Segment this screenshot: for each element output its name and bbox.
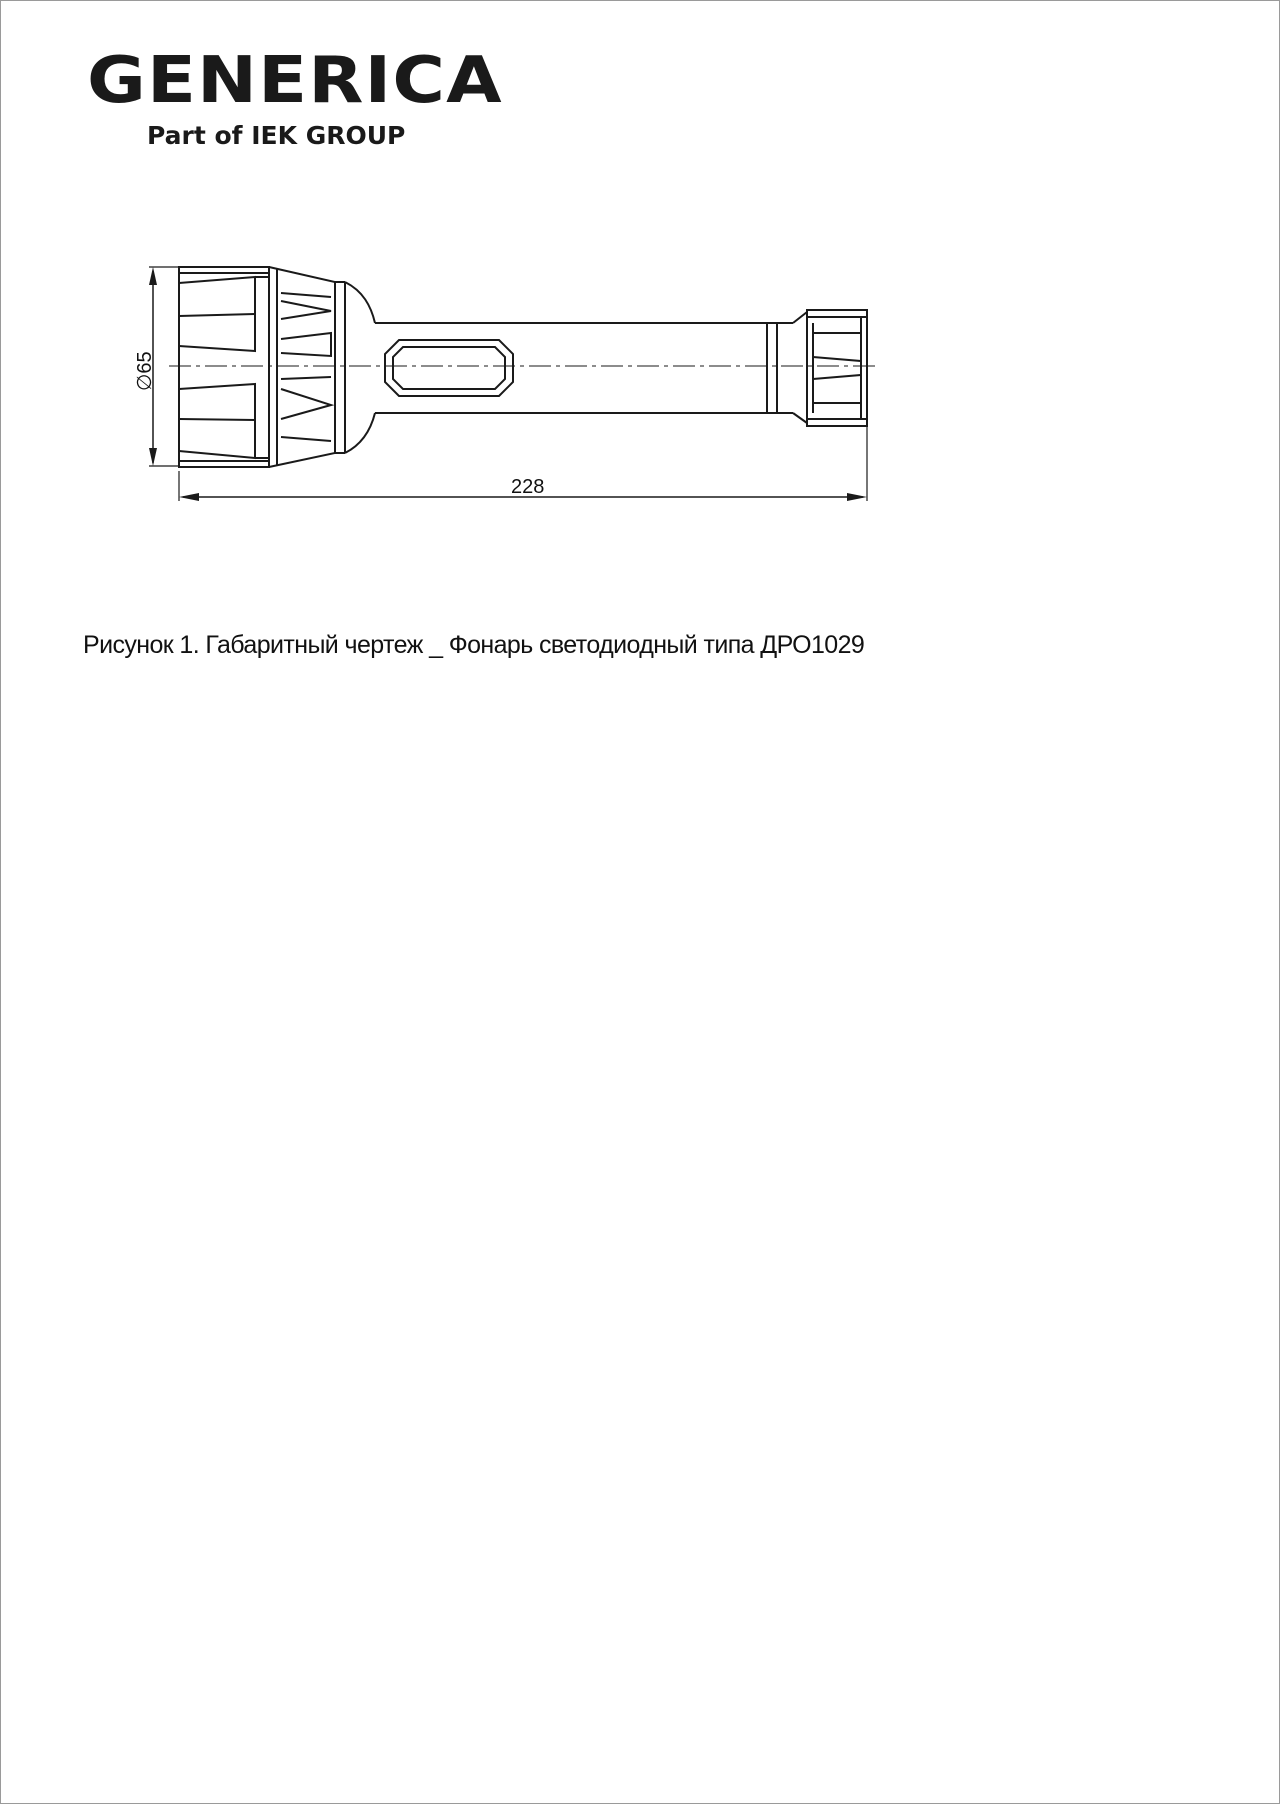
arrow-bottom — [149, 448, 157, 466]
head-neck — [345, 282, 375, 453]
switch-window — [385, 340, 513, 396]
flashlight-handle — [375, 323, 793, 413]
figure-caption: Рисунок 1. Габаритный чертеж _ Фонарь светодиодный типа ДРО1029 — [83, 631, 865, 659]
head-ring — [269, 267, 345, 467]
arrow-left — [179, 493, 199, 501]
head-bezel — [179, 267, 269, 467]
arrow-right — [847, 493, 867, 501]
tail-cap — [793, 310, 867, 426]
logo-tagline: Part of IEK GROUP — [147, 121, 406, 150]
dimensional-drawing — [1, 1, 1280, 601]
diameter-label: ∅65 — [134, 351, 156, 391]
arrow-top — [149, 267, 157, 285]
length-label: 228 — [511, 476, 545, 498]
logo-brand-name: GENERICA — [87, 44, 503, 118]
